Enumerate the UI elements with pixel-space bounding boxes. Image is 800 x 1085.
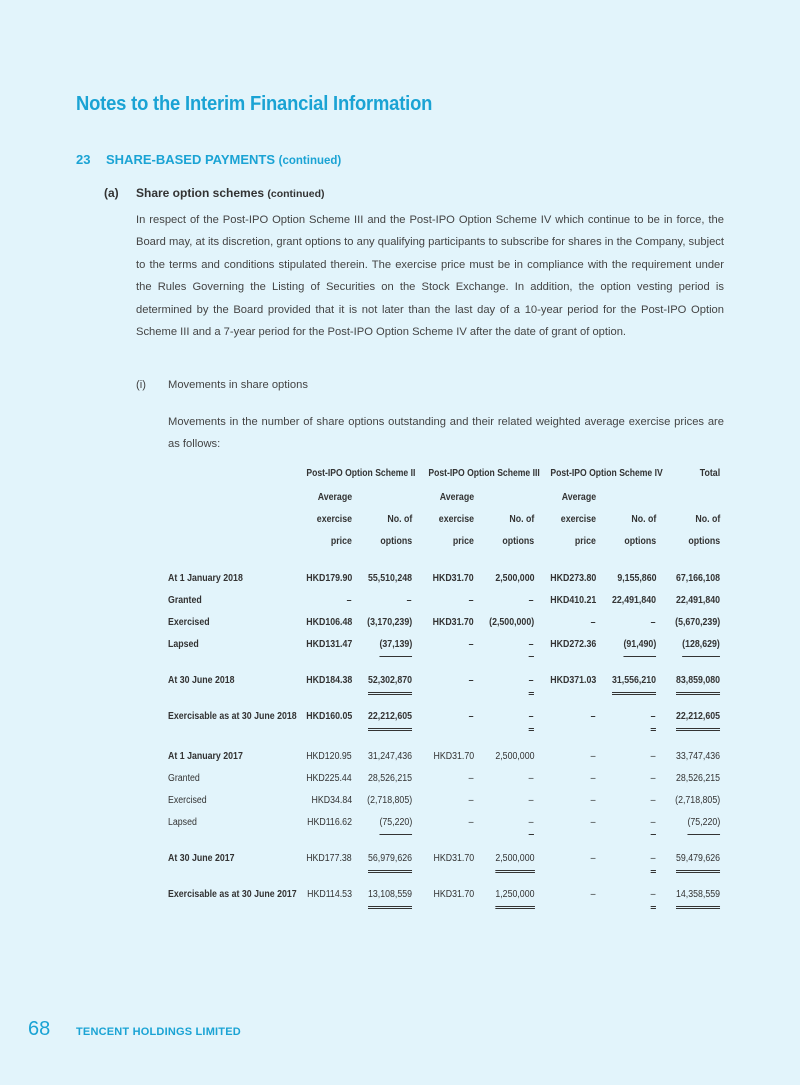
table-cell: – xyxy=(651,848,656,873)
subsection-label: (a) xyxy=(104,186,119,200)
table-cell: 2,500,000 xyxy=(494,573,534,584)
table-cell: – xyxy=(651,617,656,628)
table-cell: 33,747,436 xyxy=(675,751,720,762)
row-label: At 30 June 2018 xyxy=(168,675,235,686)
table-header-line1 xyxy=(168,492,720,514)
table-cell: – xyxy=(651,795,656,806)
hdr-price-iii: price xyxy=(452,536,474,547)
table-cell: 31,247,436 xyxy=(367,751,412,762)
table-cell: – xyxy=(591,889,596,900)
hdr-exercise-ii: exercise xyxy=(316,514,352,525)
table-cell: HKD106.48 xyxy=(306,617,352,628)
table-row xyxy=(168,812,720,834)
table-row xyxy=(168,612,720,634)
section-continued: (continued) xyxy=(278,155,342,167)
table-cell: 22,212,605 xyxy=(368,706,412,731)
item-label: (i) xyxy=(136,379,146,391)
table-cell: HKD410.21 xyxy=(550,595,596,606)
table-cell: (128,629) xyxy=(682,634,720,657)
table-cell: HKD120.95 xyxy=(306,751,352,762)
row-label: Exercised xyxy=(168,795,207,806)
table-cell: – xyxy=(591,711,596,722)
table-cell: – xyxy=(529,706,534,731)
table-cell: – xyxy=(591,617,596,628)
row-label: At 30 June 2017 xyxy=(168,853,235,864)
table-cell: (75,220) xyxy=(687,812,720,835)
table-cell: – xyxy=(469,675,474,686)
table-cell: – xyxy=(529,634,534,657)
table-cell: HKD116.62 xyxy=(307,817,352,828)
table-cell: HKD31.70 xyxy=(433,751,474,762)
page-number: 68 xyxy=(28,1018,51,1040)
hdr-noof-iii: No. of xyxy=(509,514,534,525)
table-cell: 2,500,000 xyxy=(494,751,534,762)
table-cell: HKD371.03 xyxy=(550,675,596,686)
hdr-exercise-iii: exercise xyxy=(438,514,474,525)
table-cell: HKD114.53 xyxy=(307,889,352,900)
table-cell: – xyxy=(651,773,656,784)
table-cell: HKD272.36 xyxy=(550,639,596,650)
section-heading xyxy=(76,152,341,167)
row-label: At 1 January 2018 xyxy=(168,573,243,584)
table-cell: 28,526,215 xyxy=(675,773,720,784)
table-row xyxy=(168,706,720,728)
table-row xyxy=(168,848,720,870)
table-cell: – xyxy=(469,711,474,722)
table-cell: 22,491,840 xyxy=(675,595,720,606)
table-cell: – xyxy=(591,751,596,762)
table-scheme-header xyxy=(168,468,720,492)
row-label: Lapsed xyxy=(168,639,199,650)
table-row xyxy=(168,670,720,692)
table-row xyxy=(168,790,720,812)
table-cell: (3,170,239) xyxy=(366,617,412,628)
table-header-line3 xyxy=(168,536,720,558)
row-label: Exercisable as at 30 June 2018 xyxy=(168,711,297,722)
table-cell: 9,155,860 xyxy=(616,573,656,584)
table-cell: (2,500,000) xyxy=(488,617,534,628)
table-body xyxy=(168,568,720,906)
table-cell: 28,526,215 xyxy=(367,773,412,784)
hdr-noof-iv: No. of xyxy=(631,514,656,525)
hdr-noof-ii: No. of xyxy=(387,514,412,525)
table-cell: – xyxy=(407,595,412,606)
table-cell: – xyxy=(529,595,534,606)
table-cell: 52,302,870 xyxy=(368,670,412,695)
table-cell: – xyxy=(469,817,474,828)
table-cell: – xyxy=(591,795,596,806)
share-options-table xyxy=(168,468,720,906)
item-heading xyxy=(136,379,308,391)
table-cell: HKD131.47 xyxy=(306,639,352,650)
table-row xyxy=(168,746,720,768)
table-cell: 55,510,248 xyxy=(367,573,412,584)
footer-company: TENCENT HOLDINGS LIMITED xyxy=(76,1026,241,1038)
table-cell: 2,500,000 xyxy=(495,848,534,873)
table-cell: 83,859,080 xyxy=(676,670,720,695)
row-label: At 1 January 2017 xyxy=(168,751,243,762)
table-row xyxy=(168,634,720,656)
hdr-average-iii: Average xyxy=(439,492,474,503)
table-cell: HKD177.38 xyxy=(306,853,352,864)
table-cell: (37,139) xyxy=(379,634,412,657)
table-cell: 67,166,108 xyxy=(675,573,720,584)
row-label: Granted xyxy=(168,595,202,606)
table-cell: (2,718,805) xyxy=(366,795,412,806)
table-cell: HKD273.80 xyxy=(550,573,596,584)
table-cell: HKD31.70 xyxy=(432,573,474,584)
row-label: Exercisable as at 30 June 2017 xyxy=(168,889,297,900)
table-cell: – xyxy=(591,817,596,828)
table-cell: – xyxy=(651,812,656,835)
table-cell: 13,108,559 xyxy=(368,884,412,909)
table-cell: 56,979,626 xyxy=(368,848,412,873)
table-cell: – xyxy=(651,751,656,762)
scheme-header-total: Total xyxy=(699,468,720,479)
row-label: Exercised xyxy=(168,617,210,628)
table-cell: – xyxy=(651,706,656,731)
table-cell: (5,670,239) xyxy=(674,617,720,628)
hdr-price-iv: price xyxy=(574,536,596,547)
table-row xyxy=(168,768,720,790)
section-title: SHARE-BASED PAYMENTS xyxy=(106,152,276,167)
row-label: Lapsed xyxy=(168,817,197,828)
row-label: Granted xyxy=(168,773,200,784)
table-cell: 14,358,559 xyxy=(676,884,720,909)
table-row xyxy=(168,568,720,590)
scheme-header-iv: Post-IPO Option Scheme IV xyxy=(550,468,663,479)
item-title: Movements in share options xyxy=(168,379,308,391)
table-cell: – xyxy=(469,795,474,806)
hdr-average-iv: Average xyxy=(561,492,596,503)
table-cell: (2,718,805) xyxy=(674,795,720,806)
page-title: Notes to the Interim Financial Information xyxy=(76,93,433,115)
table-cell: HKD31.70 xyxy=(433,853,474,864)
table-cell: 31,556,210 xyxy=(612,670,656,695)
table-cell: HKD179.90 xyxy=(306,573,352,584)
table-cell: HKD160.05 xyxy=(306,711,352,722)
table-cell: – xyxy=(591,773,596,784)
table-cell: HKD34.84 xyxy=(311,795,352,806)
scheme-paragraph: In respect of the Post-IPO Option Scheme III and the Post-IPO Option Scheme IV which continue to be in force, the Board may, at its discretion, grant options to any qualifying participants to subscribe for shares in the Company, subject to the terms and conditions stipulated therein. The exercise price must be in compliance with the requirement under the Rules Governing the Listing of Securities on the Stock Exchange. In addition, the option vesting period is determined by the Board provided that it is not later than the last day of a 10-year period for the Post-IPO Option Scheme III and a 7-year period for the Post-IPO Option Scheme IV after the date of grant of option. xyxy=(136,214,724,339)
table-cell: – xyxy=(651,884,656,909)
table-cell: HKD184.38 xyxy=(306,675,352,686)
table-row xyxy=(168,590,720,612)
subsection-heading xyxy=(104,186,325,200)
table-cell: – xyxy=(529,795,534,806)
table-header-line2 xyxy=(168,514,720,536)
scheme-header-ii: Post-IPO Option Scheme II xyxy=(306,468,416,479)
table-cell: HKD225.44 xyxy=(306,773,352,784)
movements-paragraph: Movements in the number of share options outstanding and their related weighted average exercise prices are as follows: xyxy=(168,416,724,451)
table-cell: HKD31.70 xyxy=(433,889,474,900)
table-cell: – xyxy=(529,812,534,835)
table-cell: – xyxy=(529,773,534,784)
table-row xyxy=(168,884,720,906)
hdr-exercise-iv: exercise xyxy=(560,514,596,525)
table-cell: – xyxy=(469,595,474,606)
table-cell: (91,490) xyxy=(623,634,656,657)
subsection-title: Share option schemes xyxy=(136,186,265,200)
table-cell: HKD31.70 xyxy=(432,617,474,628)
table-cell: 22,212,605 xyxy=(676,706,720,731)
table-cell: (75,220) xyxy=(379,812,412,835)
scheme-header-iii: Post-IPO Option Scheme III xyxy=(428,468,540,479)
table-cell: – xyxy=(347,595,352,606)
table-cell: – xyxy=(591,853,596,864)
hdr-average-ii: Average xyxy=(317,492,352,503)
table-cell: – xyxy=(529,670,534,695)
hdr-options-total: options xyxy=(688,536,720,547)
table-cell: 22,491,840 xyxy=(611,595,656,606)
hdr-options-iii: options xyxy=(502,536,534,547)
hdr-options-iv: options xyxy=(624,536,656,547)
table-cell: 1,250,000 xyxy=(495,884,534,909)
hdr-options-ii: options xyxy=(380,536,412,547)
hdr-noof-total: No. of xyxy=(695,514,720,525)
table-cell: – xyxy=(469,773,474,784)
subsection-continued: (continued) xyxy=(267,188,325,200)
table-cell: 59,479,626 xyxy=(676,848,720,873)
section-number: 23 xyxy=(76,152,91,167)
table-cell: – xyxy=(469,639,474,650)
hdr-price-ii: price xyxy=(330,536,352,547)
